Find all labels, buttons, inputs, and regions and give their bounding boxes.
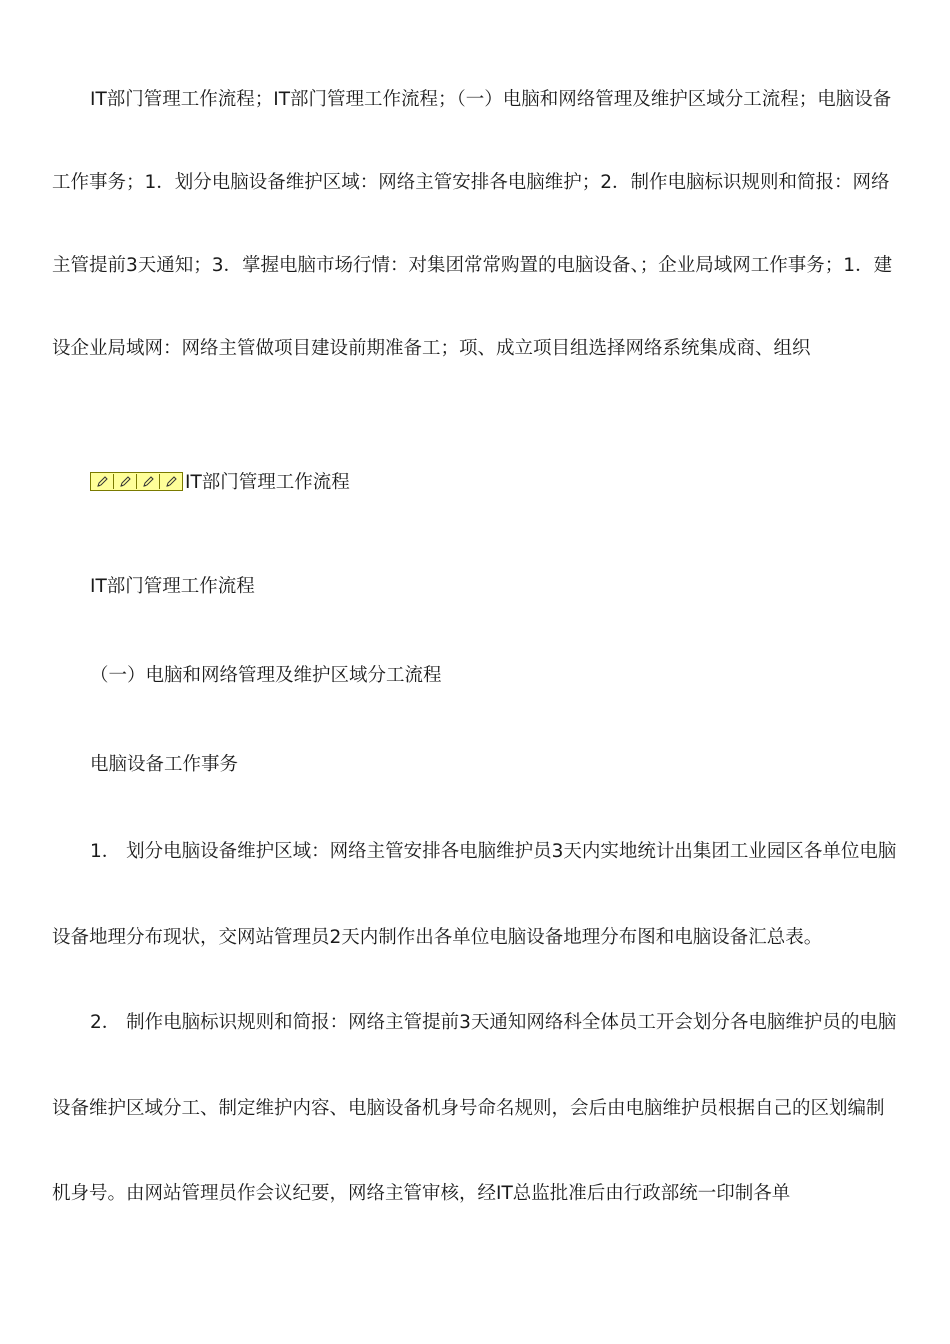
summary-paragraph: IT部门管理工作流程；IT部门管理工作流程；（一）电脑和网络管理及维护区域分工流程；电脑设备工作事务；1．划分电脑设备维护区域：网络主管安排各电脑维护；2．制作电脑标识规则和简报：网络主管提前3天通知；3．掌握电脑市场行情：对集团常常购置的电脑设备、；企业局域网工作事务；1．建设企业局域网：网络主管做项目建设前期准备工；项、成立项目组选择网络系统集成商、组织: [52, 89, 893, 359]
list-item-2: 2． 制作电脑标识规则和简报：网络主管提前3天通知网络科全体员工开会划分各电脑维护员的电脑设备维护区域分工、制定维护内容、电脑设备机身号命名规则，会后由电脑维护员根据自己的区划编制机身号。由网站管理员作会议纪要，网络主管审核，经IT总监批准后由行政部统一印制各单: [52, 1012, 897, 1204]
section-heading: （一）电脑和网络管理及维护区域分工流程: [90, 665, 442, 686]
subsection-heading: 电脑设备工作事务: [90, 754, 239, 775]
document-link[interactable]: [90, 466, 350, 496]
pencil-icon[interactable]: [114, 474, 137, 489]
list-item-1: 1． 划分电脑设备维护区域：网络主管安排各电脑维护员3天内实地统计出集团工业园区各单位电脑设备地理分布现状，交网站管理员2天内制作出各单位电脑设备地理分布图和电脑设备汇总表。: [52, 841, 897, 948]
page-title: IT部门管理工作流程: [90, 576, 255, 597]
icon-strip[interactable]: [90, 472, 183, 491]
pencil-icon[interactable]: [91, 474, 114, 489]
document-link-label[interactable]: IT部门管理工作流程: [185, 472, 350, 493]
pencil-icon[interactable]: [160, 474, 182, 489]
pencil-icon[interactable]: [137, 474, 160, 489]
